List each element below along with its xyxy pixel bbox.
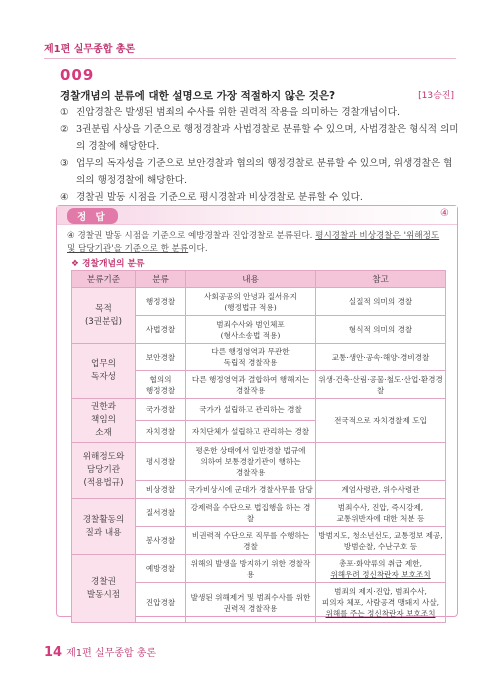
option-2 <box>60 121 460 155</box>
table-row <box>72 344 446 371</box>
option-text: 경찰권 발동 시점을 기준으로 평시경찰과 비상경찰로 분류할 수 있다. <box>76 192 363 203</box>
footer-chapter: 제1편 실무종합 총론 <box>66 648 157 659</box>
category-cell: 목적 (3권분립) <box>72 288 136 344</box>
kind-cell: 사법경찰 <box>136 316 186 344</box>
column-header: 참고 <box>316 271 446 288</box>
option-marker: ① <box>60 107 69 118</box>
column-header: 분류 <box>136 271 186 288</box>
explanation-text: 경찰권 발동 시점을 기준으로 예방경찰과 진압경찰로 분류된다. <box>74 231 316 241</box>
content-cell: 국가가 설립하고 관리하는 경찰 <box>186 399 316 421</box>
kind-cell: 예방경찰 <box>136 555 186 583</box>
reference-underlined: 위해우려 정신착란자 보호조치 <box>330 569 431 579</box>
content-cell: 국가비상시에 군대가 경찰사무를 담당 <box>186 481 316 499</box>
reference-text: 총포·화약류의 취급 제한, <box>338 558 422 568</box>
option-text: 3권분립 사상을 기준으로 행정경찰과 사법경찰로 분류할 수 있으며, 사법경찰은 형식적 의미의 경찰에 해당한다. <box>76 124 459 152</box>
reference-cell: 전국적으로 자치경찰제 도입 <box>316 399 446 443</box>
kind-cell: 봉사경찰 <box>136 527 186 555</box>
category-cell: 경찰활동의 질과 내용 <box>72 499 136 555</box>
reference-underlined: 위해를 주는 정신착란자 보호조치 <box>325 609 436 618</box>
reference-cell: 범죄수사, 진압, 즉시강제, 교통위반자에 대한 처분 등 <box>316 499 446 527</box>
chapter-header: 제1편 실무종합 총론 <box>44 44 136 55</box>
table-row <box>72 443 446 481</box>
category-cell: 경찰권 발동시점 <box>72 555 136 623</box>
option-marker: ③ <box>60 158 69 169</box>
table-header-row <box>72 271 446 288</box>
table-row <box>72 399 446 421</box>
option-text: 진압경찰은 발생된 범죄의 수사를 위한 권력적 작용을 의미하는 경찰개념이다. <box>76 107 401 118</box>
option-1 <box>60 104 460 121</box>
kind-cell: 질서경찰 <box>136 499 186 527</box>
reference-cell <box>316 583 446 623</box>
reference-cell: 방범지도, 청소년선도, 교통정보 제공, 방범순찰, 수난구호 등 <box>316 527 446 555</box>
table-row <box>72 555 446 583</box>
option-4 <box>60 189 460 206</box>
content-cell: 다른 행정영역과 결합하여 행해지는 경찰작용 <box>186 371 316 399</box>
content-cell: 자치단체가 설립하고 관리하는 경찰 <box>186 421 316 443</box>
kind-cell: 평시경찰 <box>136 443 186 481</box>
reference-cell: 교통·생안·공속·해양·경비경찰 <box>316 344 446 371</box>
option-3 <box>60 155 460 189</box>
question-source: [13승진] <box>418 91 454 101</box>
reference-cell <box>316 555 446 583</box>
kind-cell: 비상경찰 <box>136 481 186 499</box>
classification-table <box>71 270 446 623</box>
kind-cell: 행정경찰 <box>136 288 186 316</box>
explanation-underlined: 평시경찰과 비상경찰은 '위해정도 및 담당기관'을 기준으로 한 분류 <box>67 231 440 254</box>
table-title: ❖ 경찰개념의 분류 <box>71 259 145 269</box>
column-header: 내용 <box>186 271 316 288</box>
content-cell: 범죄수사와 범인체포 (형사소송법 적용) <box>186 316 316 344</box>
kind-cell: 자치경찰 <box>136 421 186 443</box>
question-text: 경찰개념의 분류에 대한 설명으로 가장 적절하지 않은 것은? <box>60 90 336 102</box>
content-cell: 평온한 상태에서 일반경찰 법규에 의하여 보통경찰기관이 행하는 경찰작용 <box>186 443 316 481</box>
option-text: 업무의 독자성을 기준으로 보안경찰과 협의의 행정경찰로 분류할 수 있으며, 위생경찰은 협의의 행정경찰에 해당한다. <box>76 158 453 186</box>
category-cell: 위해정도와 담당기관 (적용법규) <box>72 443 136 499</box>
content-cell: 강제력을 수단으로 법집행을 하는 경찰 <box>186 499 316 527</box>
content-cell: 위해의 발생을 방지하기 위한 경찰작용 <box>186 555 316 583</box>
explanation-marker: ④ <box>67 231 75 241</box>
content-cell: 발생된 위해제거 및 범죄수사를 위한 권력적 경찰작용 <box>186 583 316 623</box>
answer-box <box>56 205 458 617</box>
reference-cell: 형식적 의미의 경찰 <box>316 316 446 344</box>
kind-cell: 진압경찰 <box>136 583 186 623</box>
reference-cell: 위생·건축·산림·공물·철도·산업·환경경찰 <box>316 371 446 399</box>
header-divider <box>44 58 456 59</box>
content-cell: 다른 행정영역과 무관한 독립적 경찰작용 <box>186 344 316 371</box>
category-cell: 업무의 독자성 <box>72 344 136 399</box>
category-cell: 권한과 책임의 소재 <box>72 399 136 443</box>
column-header: 분류기준 <box>72 271 136 288</box>
page-number: 14 <box>44 645 63 660</box>
question-number: 009 <box>60 66 95 84</box>
page-footer <box>44 644 156 660</box>
kind-cell: 국가경찰 <box>136 399 186 421</box>
reference-cell: 계엄사령관, 위수사령관 <box>316 481 446 499</box>
reference-cell: 실질적 의미의 경찰 <box>316 288 446 316</box>
reference-text: 범죄의 제지·진압, 범죄수사, 피의자 체포, 사람공격 맹돼지 사살, <box>321 587 440 607</box>
kind-cell: 협의의 행정경찰 <box>136 371 186 399</box>
table-row <box>72 499 446 527</box>
option-marker: ④ <box>60 192 69 203</box>
answer-header <box>57 206 457 225</box>
answer-tag: 정 답 <box>67 208 118 224</box>
explanation-end: 이다. <box>188 244 208 254</box>
content-cell: 사회공공의 안녕과 질서유지 (행정법규 적용) <box>186 288 316 316</box>
content-cell: 비권력적 수단으로 직무를 수행하는 경찰 <box>186 527 316 555</box>
table-row <box>72 288 446 316</box>
answer-number: ④ <box>440 208 449 219</box>
answer-explanation <box>67 230 449 256</box>
option-list <box>60 104 460 206</box>
kind-cell: 보안경찰 <box>136 344 186 371</box>
option-marker: ② <box>60 124 69 135</box>
reference-cell <box>316 443 446 481</box>
